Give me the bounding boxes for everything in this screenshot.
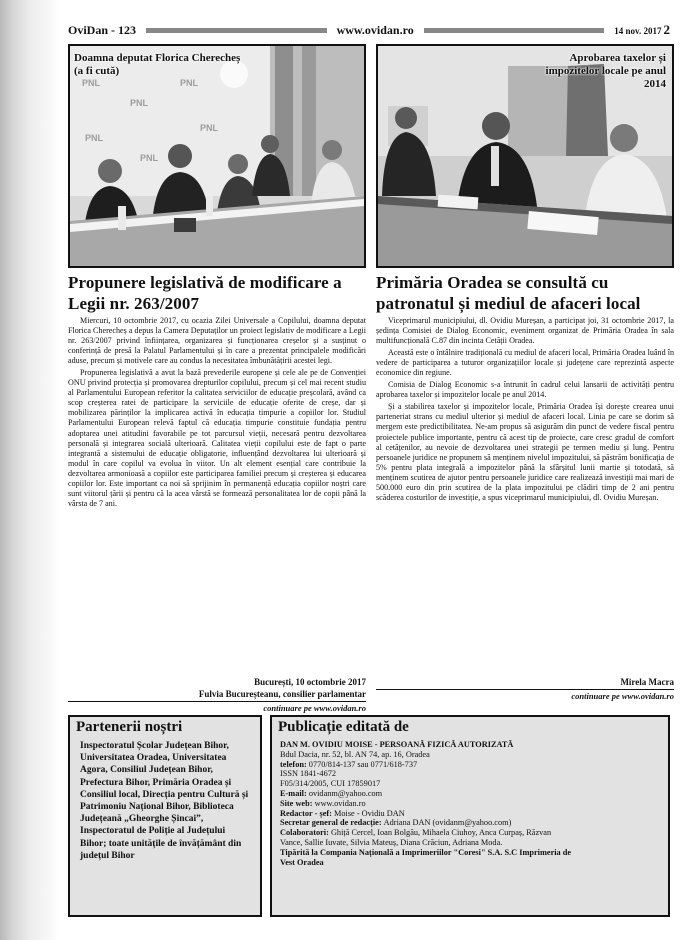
article-paragraph: Miercuri, 10 octombrie 2017, cu ocazia Zilei Universale a Copilului, doamna deputat Florica Cherecheș a depus la Camera Deputaților un proiect legislativ de modificare a Legii nr. 263/2007 privind înființarea, organizarea și funcționarea creșelor și a susținut o conferință de presă la Palatul Parlamentului și în care a prezentat principalele modificări aduse, precum și motivele care au condus la necesitatea îmbunătățirii acestei legi.: [68, 316, 366, 366]
publication-box: [270, 715, 670, 917]
page-header: [68, 22, 670, 38]
right-headline: Primăria Oradea se consultă cu patronatul și mediul de afaceri local: [376, 273, 641, 313]
left-continued-link[interactable]: continuare pe www.ovidan.ro: [263, 703, 366, 713]
publication-line-text: Bdul Dacia, nr. 52, bl. AN 74, ap. 16, Oradea: [280, 749, 430, 759]
publication-line-text: F05/314/2005, CUI 17859017: [280, 779, 381, 789]
publication-line: [280, 750, 660, 760]
publication-line-text: ovidanm@yahoo.com: [308, 788, 383, 798]
left-author: Fulvia Bucureșteanu, consilier parlamentar: [68, 688, 366, 702]
article-paragraph: Această este o întâlnire tradițională cu mediul de afaceri local, Primăria Oradea luând în vedere de participarea a tuturor organizațiilor locale și județene care reprezintă aspecte economice din regiune.: [376, 348, 674, 378]
publication-line-label: E-mail:: [280, 788, 309, 798]
publication-line-text: ISSN 1841-4672: [280, 769, 337, 779]
publication-line-text: www.ovidan.ro: [314, 798, 366, 808]
publication-line-text: 0770/814-137 sau 0771/618-737: [308, 759, 418, 769]
page-number: 2: [663, 22, 671, 37]
publication-line: [280, 848, 660, 858]
partners-list: Inspectoratul Școlar Județean Bihor, Universitatea Oradea, Universitatea Agora, Consiliul Județean Bihor, Prefectura Bihor, Primăria Oradea și Consiliul local, Direcția pentru Cultură și Patrimoniu Național Bihor, Biblioteca Județeană „Gheorghe Șincai”, Inspectoratul de Poliție al Județului Bihor; toate unitățile de învățământ din județul Bihor: [80, 741, 249, 861]
banner-logo-text: PNL: [140, 153, 158, 163]
banner-logo-text: PNL: [200, 123, 218, 133]
publication-line: [280, 828, 660, 838]
article-paragraph: Viceprimarul municipiului, dl. Ovidiu Mureșan, a participat joi, 31 octombrie 2017, la ședința Comisiei de Dialog Economic, eveniment organizat de Primăria Oradea în sala multifuncțională C.87 din incinta Cetății Oradea.: [376, 316, 674, 346]
right-article-photo: [376, 44, 674, 268]
header-date-page: [614, 22, 670, 38]
left-photo-caption: Doamna deputat Florica Cherecheș (a fi cută): [74, 52, 241, 77]
publication-line-text: Adriana DAN (ovidanm@yahoo.com): [383, 818, 512, 828]
publication-line: [280, 779, 660, 789]
publication-line-text: Ghiță Cercel, Ioan Bolgău, Mihaela Ciuhoy, Anca Curpaș, Răzvan: [330, 828, 552, 838]
left-headline: Propunere legislativă de modificare a Legii nr. 263/2007: [68, 273, 342, 313]
left-place-date: București, 10 octombrie 2017: [254, 677, 366, 687]
publication-line-label: telefon:: [280, 759, 309, 769]
publication-line: [280, 818, 660, 828]
publication-line-text: Moise - Ovidiu DAN: [334, 808, 405, 818]
publication-line-label: Colaboratori:: [280, 828, 331, 838]
publication-line: [280, 760, 660, 770]
publication-line: [280, 769, 660, 779]
publication-line: [280, 789, 660, 799]
page-binding-shadow: [0, 0, 58, 940]
publication-line-label: Site web:: [280, 798, 315, 808]
issue-date: 14 nov. 2017: [614, 26, 662, 36]
conference-photo: [70, 46, 364, 266]
right-article: [376, 44, 674, 702]
publication-line: [280, 799, 660, 809]
right-continued-link[interactable]: continuare pe www.ovidan.ro: [571, 691, 674, 701]
banner-logo-text: PNL: [180, 78, 198, 88]
publication-line-label: Secretar general de redacție:: [280, 818, 384, 828]
article-paragraph: Propunerea legislativă a avut la bază prevederile europene și cele ale pe de Convenției ONU privind protecția și promovarea drepturilor copilului, precum și cel mai recent studiu al Parlamentului European referitor la calitatea serviciilor de educație preșcolară, având ca scop creșterea ratei de participare la serviciile de educație oferite de creșe, dar și mobilizarea părinților la implicarea activă în educația timpurie a copiilor lor. Studiul Parlamentului European relevă faptul că educația timpurie constituie fundația pentru adoptarea unei atitudini favorabile pe tot parcursul vieții, necesară pentru dezvoltarea personală și integrarea socială ulterioară. Calitatea vieții copilului este de fapt o parte integrantă a sistemului de educație obligatorie, influențând dezvoltarea lui ulterioară și modul în care copilul va evolua în viitor. Un alt element esențial care contribuie la dezvoltarea armonioasă a copiilor este participarea familiei precum și creșterea și educarea copiilor lor. Este important ca noi să sprijinim în permanență educația copiilor noștri care sunt viitorul țării și pentru că la acea vârstă se formează personalitatea lor de copii până la vârsta de 7 ani.: [68, 368, 366, 508]
partners-box: [68, 715, 262, 917]
right-author: Mirela Macra: [376, 676, 674, 690]
left-article-photo: [68, 44, 366, 268]
issue-label: OviDan - 123: [68, 22, 137, 37]
publication-line: [280, 809, 660, 819]
banner-logo-text: PNL: [85, 133, 103, 143]
publication-line-text: DAN M. OVIDIU MOISE - PERSOANĂ FIZICĂ AUTORIZATĂ: [280, 740, 514, 749]
publication-line: [280, 740, 660, 750]
publication-line-text: Tipărită la Compania Națională a Imprimeriilor "Coresi" S.A. S.C Imprimeria de: [280, 847, 572, 857]
publication-line: [280, 838, 660, 848]
header-url[interactable]: www.ovidan.ro: [336, 22, 414, 37]
left-article-body: [68, 316, 366, 676]
publication-line: [280, 858, 660, 868]
right-article-body: [376, 316, 674, 676]
right-photo-caption: Aprobarea taxelor și impozitelor locale pe anul 2014: [545, 52, 666, 90]
banner-logo-text: PNL: [130, 98, 148, 108]
left-article: [68, 44, 366, 714]
publication-title: Publicație editată de: [278, 719, 409, 735]
header-rule-right: [424, 28, 605, 33]
article-paragraph: Și a stabilirea taxelor și impozitelor locale, Primăria Oradea își dorește crearea unui parteneriat strans cu mediul ulterior și mediul de afaceri local. Linia pe care se dorim să mergem este predictibilitatea. Ne-am propus să asigurăm din punct de vedere fiscal pentru proiectele publice importante, pentru că acest tip de proiecte, care cresc gradul de comfort al cetățenilor, au nevoie de dezvoltarea unei strategii pe termen mediu și lung. Pentru persoanele juridice ne propunem să menținem nivelul impozitului, să păstrăm bonificația de 5% pentru plata integrală a impozitelor până la sfârșitul lunii martie și totodată, să menținem scutirea de ajutor pentru persoanele juridice care realizează investiții mai mari de 500.000 euro din prin scutirea de la plata impozitului pe clădiri timp de 2 ani pentru scăderea costurilor de investiție, a spus viceprimarul municipiului, dl. Ovidiu Mureșan.: [376, 402, 674, 502]
publication-line-label: Redactor - șef:: [280, 808, 334, 818]
banner-logo-text: PNL: [82, 78, 100, 88]
article-paragraph: Comisia de Dialog Economic s-a întrunit în cadrul celui lansarii de activități pentru aprobarea taxelor și impozitelor locale pe anul 2014.: [376, 380, 674, 400]
publication-line-text: Vest Oradea: [280, 857, 324, 867]
publication-details: [272, 740, 668, 867]
publication-line-text: Vance, Sallie Iuvate, Silvia Mateuș, Diana Crăciun, Adriana Moda.: [280, 837, 503, 847]
newspaper-page: [58, 0, 700, 940]
partners-title: Partenerii noștri: [76, 719, 183, 735]
header-rule-left: [146, 28, 327, 33]
